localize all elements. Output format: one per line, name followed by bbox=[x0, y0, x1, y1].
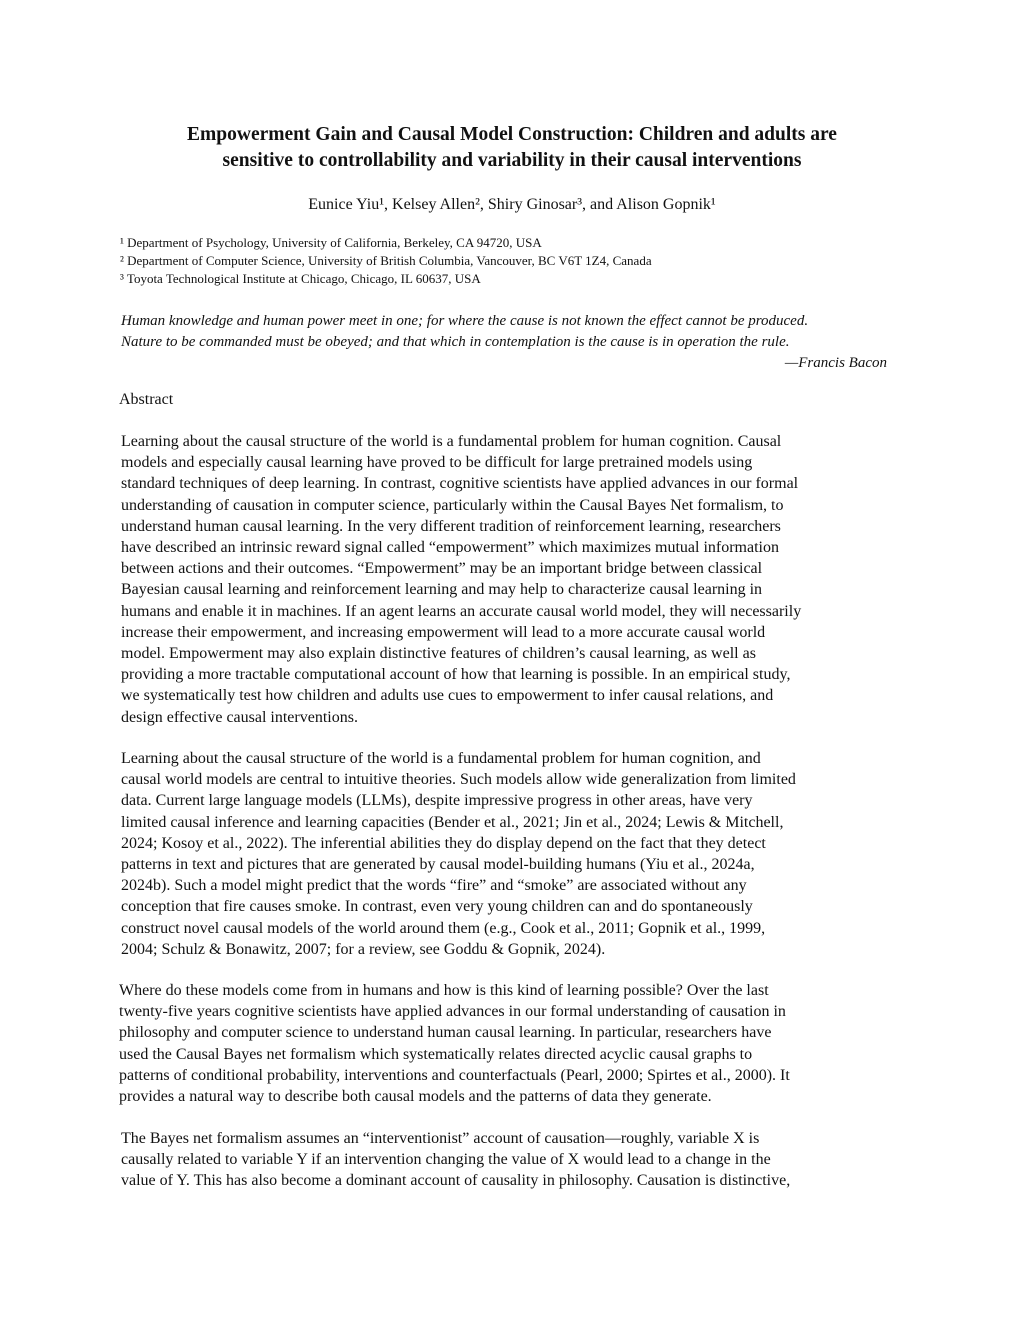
text-line: 2024b). Such a model might predict that the words “fire” and “smoke” are associated without any bbox=[121, 877, 747, 895]
text-line: 2004; Schulz & Bonawitz, 2007; for a review, see Goddu & Gopnik, 2024). bbox=[121, 940, 606, 958]
text-line: Where do these models come from in humans and how is this kind of learning possible? Over the last bbox=[119, 982, 769, 999]
text-line: limited causal inference and learning capacities (Bender et al., 2021; Jin et al., 2024; Lewis & Mitchell, bbox=[121, 813, 784, 831]
text-line: causal world models are central to intuitive theories. Such models allow wide generalization from limited bbox=[121, 771, 796, 789]
text-line: Bayesian causal learning and reinforcement learning and may help to characterize causal learning in bbox=[121, 581, 763, 599]
text-line: standard techniques of deep learning. In contrast, cognitive scientists have applied advances in our formal bbox=[121, 475, 799, 493]
text-line: provides a natural way to describe both causal models and the patterns of data they generate. bbox=[119, 1088, 712, 1106]
text-line: between actions and their outcomes. “Empowerment” may be an important bridge between classical bbox=[121, 560, 763, 578]
affiliation: ³ Toyota Technological Institute at Chicago, Chicago, IL 60637, USA bbox=[120, 271, 481, 286]
text-line: The Bayes net formalism assumes an “interventionist” account of causation—roughly, variable X is bbox=[121, 1130, 760, 1147]
text-line: increase their empowerment, and increasing empowerment will lead to a more accurate causal world bbox=[121, 623, 766, 641]
text-line: Learning about the causal structure of the world is a fundamental problem for human cognition. Causal bbox=[121, 433, 782, 450]
body-paragraph bbox=[119, 980, 790, 1107]
text-line: patterns of conditional probability, interventions and counterfactuals (Pearl, 2000; Spirtes et al., 2000). It bbox=[119, 1066, 790, 1084]
text-line: patterns in text and pictures that are generated by causal model-building humans (Yiu et al., 2024a, bbox=[121, 856, 755, 874]
affiliation: ² Department of Computer Science, University of British Columbia, Vancouver, BC V6T 1Z4, Canada bbox=[120, 253, 652, 268]
text-line: causally related to variable Y if an intervention changing the value of X would lead to a change in the bbox=[121, 1151, 771, 1169]
text-line: philosophy and computer science to understand human causal learning. In particular, researchers have bbox=[119, 1024, 772, 1042]
text-line: model. Empowerment may also explain distinctive features of children’s causal learning, as well as bbox=[121, 645, 756, 663]
paper-title bbox=[100, 122, 924, 174]
text-line: Learning about the causal structure of the world is a fundamental problem for human cognition, and bbox=[121, 750, 761, 767]
text-line: value of Y. This has also become a dominant account of causality in philosophy. Causation is distinctive, bbox=[121, 1172, 791, 1190]
affiliation: ¹ Department of Psychology, University of California, Berkeley, CA 94720, USA bbox=[120, 235, 542, 250]
abstract-heading: Abstract bbox=[119, 391, 174, 408]
text-line: models and especially causal learning have proved to be difficult for large pretrained models using bbox=[121, 454, 753, 472]
text-line: humans and enable it in machines. If an agent learns an accurate causal world model, they will necessarily bbox=[121, 602, 802, 620]
text-line: design effective causal interventions. bbox=[121, 708, 358, 726]
text-line: 2024; Kosoy et al., 2022). The inferential abilities they do display depend on the fact that they detect bbox=[121, 834, 766, 852]
body-paragraph bbox=[121, 748, 796, 960]
author-list: Eunice Yiu¹, Kelsey Allen², Shiry Ginosar³, and Alison Gopnik¹ bbox=[308, 196, 716, 213]
epigraph-attribution: —Francis Bacon bbox=[784, 355, 887, 371]
text-line: understanding of causation in computer science, particularly within the Causal Bayes Net formalism, to bbox=[121, 496, 784, 514]
text-line: construct novel causal models of the world around them (e.g., Cook et al., 2011; Gopnik et al., 1999, bbox=[121, 919, 766, 937]
text-line: conception that fire causes smoke. In contrast, even very young children can and do spontaneously bbox=[121, 898, 753, 916]
affiliations bbox=[120, 234, 652, 288]
title-line: sensitive to controllability and variability in their causal interventions bbox=[222, 150, 802, 171]
text-line: used the Causal Bayes net formalism which systematically relates directed acyclic causal graphs to bbox=[119, 1045, 753, 1063]
epigraph bbox=[121, 311, 887, 374]
text-line: providing a more tractable computational account of how that learning is possible. In an empirical study, bbox=[121, 666, 791, 684]
abstract-paragraph bbox=[121, 431, 801, 728]
text-line: twenty-five years cognitive scientists have applied advances in our formal understanding of causation in bbox=[119, 1003, 786, 1021]
epigraph-line: Nature to be commanded must be obeyed; and that which in contemplation is the cause is in operation the rule. bbox=[121, 334, 790, 350]
epigraph-line: Human knowledge and human power meet in one; for where the cause is not known the effect cannot be produced. bbox=[121, 313, 809, 329]
text-line: understand human causal learning. In the very different tradition of reinforcement learning, researchers bbox=[121, 517, 781, 535]
text-line: we systematically test how children and adults use cues to empowerment to infer causal relations, and bbox=[121, 687, 774, 705]
title-line: Empowerment Gain and Causal Model Construction: Children and adults are bbox=[187, 124, 837, 145]
text-line: data. Current large language models (LLMs), despite impressive progress in other areas, have very bbox=[121, 792, 753, 810]
body-paragraph bbox=[121, 1128, 790, 1192]
text-line: have described an intrinsic reward signal called “empowerment” which maximizes mutual information bbox=[121, 539, 779, 557]
